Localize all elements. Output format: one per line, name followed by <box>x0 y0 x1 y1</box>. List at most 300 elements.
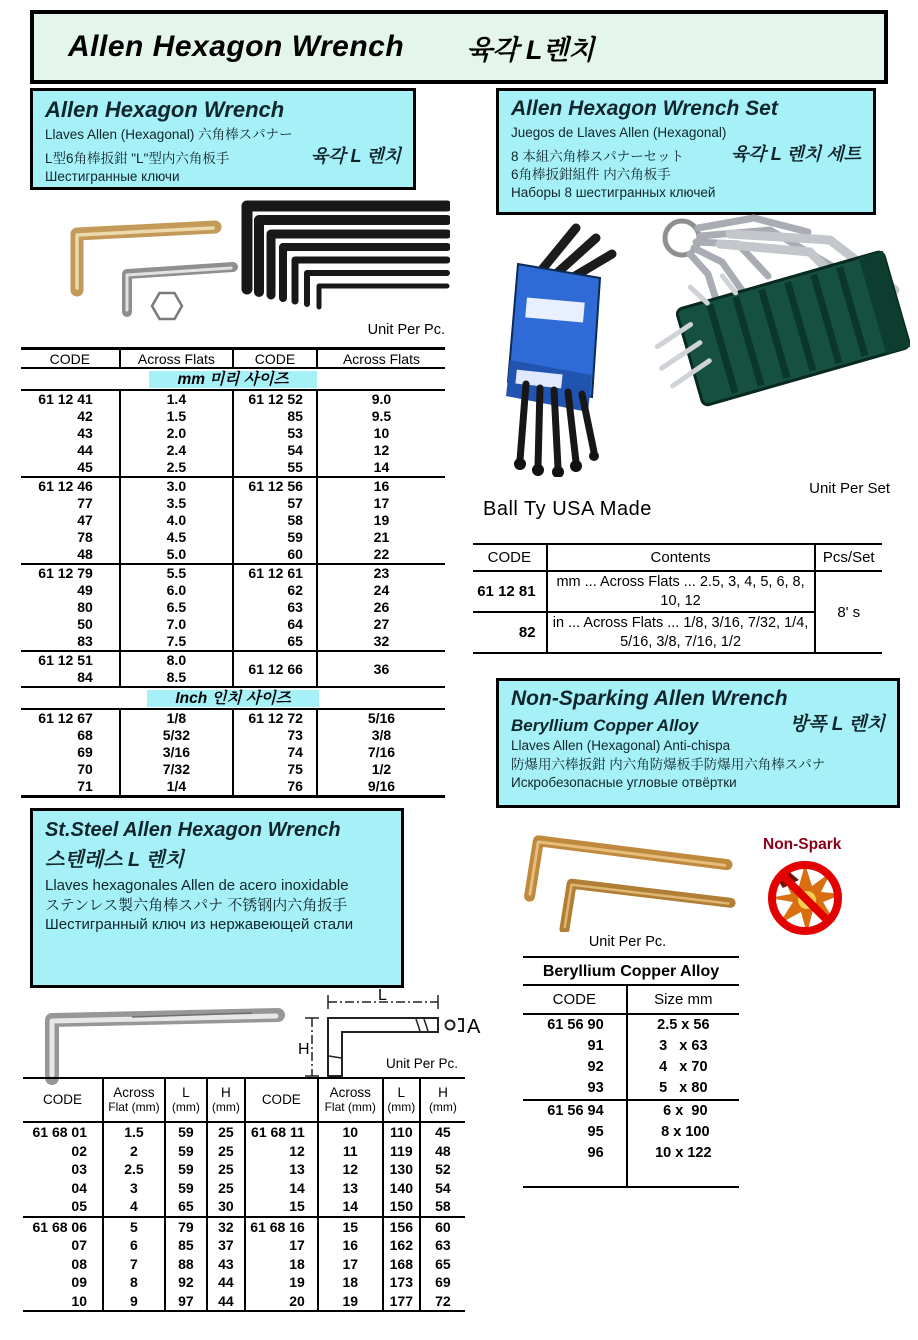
table-cell: 43 <box>77 425 93 441</box>
table-cell: 1.5 <box>120 408 233 425</box>
table-row <box>21 599 445 616</box>
table-cell: 61 12 56 <box>233 477 317 495</box>
table-cell: 168 <box>383 1255 420 1274</box>
table-cell: 49 <box>77 582 93 598</box>
table-cell: 2.4 <box>120 442 233 459</box>
table-cell: 61 12 67 <box>21 709 120 727</box>
set-korean: 육각 L 렌치 세트 <box>730 144 861 165</box>
table-row <box>523 1036 739 1057</box>
table-cell: 173 <box>383 1273 420 1292</box>
table-cell: 9.5 <box>317 408 445 425</box>
table-cell: 54 <box>420 1179 465 1198</box>
table-cell: 58 <box>420 1197 465 1217</box>
table-cell: 59 <box>233 529 317 546</box>
table-cell: 12 <box>318 1160 383 1179</box>
table-cell: mm ... Across Flats ... 2.5, 3, 4, 5, 6, 8, 10, 12 <box>547 571 815 612</box>
pouch-set-image <box>642 232 910 415</box>
table-cell: 45 <box>420 1122 465 1142</box>
beryllium-table-title: Beryllium Copper Alloy <box>523 957 739 985</box>
unit-per-set-label: Unit Per Set <box>809 480 890 497</box>
table-cell: in ... Across Flats ... 1/8, 3/16, 7/32, 1/4, 5/16, 3/8, 7/16, 1/2 <box>547 612 815 653</box>
table-cell: 10 <box>71 1292 87 1309</box>
set-title: Allen Hexagon Wrench Set <box>511 97 778 120</box>
table-cell: 3.0 <box>120 477 233 495</box>
table-cell: 1/4 <box>120 778 233 797</box>
table-cell: 61 68 16 <box>245 1217 318 1237</box>
table-cell: 14 <box>245 1179 318 1198</box>
set-line-es: Juegos de Llaves Allen (Hexagonal) <box>511 125 727 140</box>
table-caption-row <box>523 957 739 985</box>
table-row <box>23 1122 465 1142</box>
unit-per-pc-label: Unit Per Pc. <box>588 934 667 950</box>
table-cell: 61 12 81 <box>477 583 536 600</box>
table-row <box>23 1236 465 1255</box>
ststeel-title: St.Steel Allen Hexagon Wrench <box>45 819 341 841</box>
table-row <box>21 495 445 512</box>
table-row <box>21 761 445 778</box>
table-cell: 8.0 <box>120 651 233 669</box>
table-cell: 5/16 <box>317 709 445 727</box>
table-cell: 19 <box>318 1292 383 1312</box>
table-cell: 30 <box>207 1197 245 1217</box>
table-cell: 15 <box>318 1217 383 1237</box>
table-cell: 61 12 72 <box>233 709 317 727</box>
col-header: CODE <box>245 1078 318 1122</box>
table-cell: 91 <box>587 1038 604 1054</box>
table-cell: 7.0 <box>120 616 233 633</box>
table-row <box>473 571 882 612</box>
table-cell: 61 12 46 <box>21 477 120 495</box>
table-row <box>23 1273 465 1292</box>
col-header: H (mm) <box>207 1078 245 1122</box>
table-cell: 18 <box>245 1255 318 1274</box>
table-cell: 7/32 <box>120 761 233 778</box>
dim-h-label: H <box>298 1041 310 1058</box>
col-header-across-flats: Across Flats <box>120 349 233 369</box>
non-spark-icon <box>765 858 845 938</box>
table-cell: 61 56 94 <box>523 1100 627 1122</box>
table-header-row <box>23 1078 465 1122</box>
table-cell: 69 <box>77 744 93 760</box>
table-cell: 150 <box>383 1197 420 1217</box>
col-header: Across Flat (mm) <box>318 1078 383 1122</box>
table-cell: 61 12 61 <box>233 564 317 582</box>
table-cell: 32 <box>207 1217 245 1237</box>
table-cell: 65 <box>233 633 317 651</box>
table-header-row <box>473 544 882 571</box>
table-cell: 14 <box>318 1197 383 1217</box>
size-subheader-label: Inch 인치 사이즈 <box>147 690 318 707</box>
table-cell: 64 <box>233 616 317 633</box>
table-cell: 4.0 <box>120 512 233 529</box>
table-cell: 52 <box>420 1160 465 1179</box>
set-line-ja: 8 本組六角棒スパナーセット <box>511 149 684 165</box>
col-header: L (mm) <box>165 1078 207 1122</box>
table-row <box>23 1142 465 1161</box>
table-cell: 65 <box>420 1255 465 1274</box>
table-cell: 8 x 100 <box>627 1122 739 1143</box>
product-title: Allen Hexagon Wrench <box>45 97 285 122</box>
nonspark-subtitle: Beryllium Copper Alloy <box>511 715 699 735</box>
table-cell: 60 <box>420 1217 465 1237</box>
table-cell: 59 <box>165 1160 207 1179</box>
table-cell: 61 56 90 <box>523 1014 627 1036</box>
table-cell: 32 <box>317 633 445 651</box>
table-cell: 71 <box>77 778 93 794</box>
table-cell: 2.5 <box>120 459 233 477</box>
table-row <box>23 1197 465 1217</box>
ststeel-wrench-photo <box>12 990 297 1085</box>
page-header <box>30 10 888 84</box>
table-cell: 5/32 <box>120 727 233 744</box>
table-row <box>21 477 445 495</box>
table-cell: 2.5 x 56 <box>627 1014 739 1036</box>
table-cell: 70 <box>77 761 93 777</box>
table-cell: 19 <box>317 512 445 529</box>
set-line-ru: Наборы 8 шестигранных ключей <box>511 185 716 201</box>
table-row <box>523 1100 739 1122</box>
table-row <box>21 582 445 599</box>
table-cell: 17 <box>245 1236 318 1255</box>
table-cell: 59 <box>165 1122 207 1142</box>
table-cell: 48 <box>420 1142 465 1161</box>
table-cell: 61 12 52 <box>233 390 317 408</box>
table-cell: 15 <box>245 1197 318 1217</box>
hex-wrench-photo <box>15 194 450 324</box>
ststeel-korean: 스텐레스 L 렌치 <box>45 849 184 871</box>
non-spark-label: Non-Spark <box>763 836 842 853</box>
table-cell: 1.4 <box>120 390 233 408</box>
table-cell: 17 <box>318 1255 383 1274</box>
table-cell: 92 <box>165 1273 207 1292</box>
table-cell <box>627 1164 739 1187</box>
col-header-across-flats: Across Flats <box>317 349 445 369</box>
table-cell: 61 12 41 <box>21 390 120 408</box>
col-header-code: CODE <box>233 349 317 369</box>
table-cell: 5.5 <box>120 564 233 582</box>
table-row <box>23 1217 465 1237</box>
table-cell: 9.0 <box>317 390 445 408</box>
table-cell: 10 x 122 <box>627 1143 739 1164</box>
table-cell: 73 <box>233 727 317 744</box>
col-header-code: CODE <box>21 349 120 369</box>
table-row <box>21 651 445 669</box>
table-row <box>23 1179 465 1198</box>
table-cell: 08 <box>71 1255 87 1272</box>
table-row <box>21 546 445 564</box>
table-cell: 26 <box>317 599 445 616</box>
table-cell: 83 <box>77 633 93 649</box>
table-row <box>21 727 445 744</box>
unit-per-pc-label: Unit Per Pc. <box>385 1056 458 1071</box>
table-cell: 43 <box>207 1255 245 1274</box>
ball-set-image <box>506 228 612 477</box>
table-cell: 59 <box>165 1142 207 1161</box>
nonspark-line-zh-ja: 防爆用六棒扳鉗 内六角防爆板手防爆用六角棒スパナ <box>511 756 826 772</box>
table-cell: 177 <box>383 1292 420 1312</box>
table-cell: 25 <box>207 1179 245 1198</box>
col-header: CODE <box>23 1078 103 1122</box>
table-row <box>21 633 445 651</box>
table-cell: 5 <box>103 1217 165 1237</box>
table-cell: 79 <box>165 1217 207 1237</box>
table-cell: 20 <box>245 1292 318 1312</box>
table-cell: 37 <box>207 1236 245 1255</box>
table-cell: 25 <box>207 1160 245 1179</box>
table-cell <box>21 687 445 709</box>
table-cell: 3/16 <box>120 744 233 761</box>
filler-row <box>523 1164 739 1187</box>
product-line-zh: L型6角棒扳鉗 "L"型内六角板手 <box>45 151 230 167</box>
table-cell: 25 <box>207 1142 245 1161</box>
table-cell: 50 <box>77 616 93 632</box>
ststeel-info-box <box>30 808 404 988</box>
table-cell: 60 <box>233 546 317 564</box>
size-subheader-row <box>21 368 445 390</box>
table-cell: 19 <box>245 1273 318 1292</box>
table-cell: 44 <box>207 1273 245 1292</box>
table-cell: 48 <box>77 546 93 562</box>
table-cell: 110 <box>383 1122 420 1142</box>
table-cell: 3 x 63 <box>627 1036 739 1057</box>
table-row <box>21 442 445 459</box>
table-cell: 45 <box>77 459 93 475</box>
table-cell: 84 <box>77 669 93 685</box>
table-row <box>21 564 445 582</box>
table-row <box>21 408 445 425</box>
ststeel-line-ru: Шестигранный ключ из нержавеющей стали <box>45 916 354 933</box>
table-row <box>23 1160 465 1179</box>
table-row <box>21 709 445 727</box>
size-subheader-row <box>21 687 445 709</box>
table-cell: 25 <box>207 1122 245 1142</box>
col-header-code: CODE <box>523 985 627 1014</box>
ball-ty-label: Ball Ty USA Made <box>483 498 652 520</box>
table-cell: 58 <box>233 512 317 529</box>
table-row <box>21 390 445 408</box>
table-cell: 85 <box>165 1236 207 1255</box>
page-title-korean: 육각 L렌치 <box>466 34 595 65</box>
set-contents-table <box>473 543 882 654</box>
table-row <box>21 459 445 477</box>
table-cell: 80 <box>77 599 93 615</box>
table-cell: 7/16 <box>317 744 445 761</box>
wrench-set-photo <box>480 212 910 477</box>
table-row <box>523 1057 739 1078</box>
table-cell <box>523 1164 627 1187</box>
table-cell: 97 <box>165 1292 207 1312</box>
unit-per-pc-label: Unit Per Pc. <box>367 322 445 338</box>
table-cell: 47 <box>77 512 93 528</box>
table-cell: 61 68 01 <box>23 1122 103 1142</box>
table-header-row <box>523 985 739 1014</box>
table-cell: 10 <box>318 1122 383 1142</box>
table-row <box>21 616 445 633</box>
table-cell: 3 <box>103 1179 165 1198</box>
table-cell: 03 <box>71 1161 87 1177</box>
page-title: Allen Hexagon Wrench <box>68 30 405 63</box>
nonspark-title: Non-Sparking Allen Wrench <box>511 687 788 710</box>
table-cell: 6 <box>103 1236 165 1255</box>
table-cell: 6 x 90 <box>627 1100 739 1122</box>
wrench-size-table <box>21 347 445 798</box>
table-cell: 61 12 51 <box>21 651 120 669</box>
table-cell: 130 <box>383 1160 420 1179</box>
nonspark-line-ru: Искробезопасные угловые отвёртки <box>511 774 737 790</box>
table-cell: 61 12 66 <box>233 651 317 687</box>
table-row <box>23 1255 465 1274</box>
table-row <box>23 1292 465 1312</box>
table-cell: 92 <box>587 1059 604 1075</box>
table-cell: 10 <box>317 425 445 442</box>
product-line-es-ja: Llaves Allen (Hexagonal) 六角棒スパナー <box>45 127 293 142</box>
table-cell: 61 12 79 <box>21 564 120 582</box>
table-cell: 53 <box>233 425 317 442</box>
table-cell: 95 <box>587 1124 604 1140</box>
table-cell: 36 <box>317 651 445 687</box>
table-cell: 24 <box>317 582 445 599</box>
table-cell: 74 <box>233 744 317 761</box>
product-korean: 육각 L 렌치 <box>310 146 401 167</box>
table-cell: 07 <box>71 1237 87 1253</box>
table-cell: 44 <box>207 1292 245 1312</box>
table-cell: 3/8 <box>317 727 445 744</box>
table-cell: 62 <box>233 582 317 599</box>
table-cell: 54 <box>233 442 317 459</box>
table-cell: 42 <box>77 408 93 424</box>
table-cell: 4 x 70 <box>627 1057 739 1078</box>
beryllium-table <box>523 956 739 1188</box>
table-cell: 16 <box>317 477 445 495</box>
table-cell: 18 <box>318 1273 383 1292</box>
nonspark-korean: 방폭 L 렌치 <box>789 714 885 735</box>
table-cell: 78 <box>77 529 93 545</box>
table-cell: 72 <box>420 1292 465 1312</box>
table-cell: 04 <box>71 1179 87 1196</box>
table-row <box>21 512 445 529</box>
table-cell: 05 <box>71 1198 87 1214</box>
col-header-contents: Contents <box>547 544 815 571</box>
table-cell: 59 <box>165 1179 207 1198</box>
table-cell: 61 68 06 <box>23 1217 103 1237</box>
table-cell: 2.5 <box>103 1160 165 1179</box>
table-cell: 16 <box>318 1236 383 1255</box>
table-row <box>523 1122 739 1143</box>
table-cell: 14 <box>317 459 445 477</box>
table-cell: 156 <box>383 1217 420 1237</box>
table-cell: 2 <box>103 1142 165 1161</box>
table-cell: 162 <box>383 1236 420 1255</box>
col-header: H (mm) <box>420 1078 465 1122</box>
col-header: L (mm) <box>383 1078 420 1122</box>
table-cell: 63 <box>233 599 317 616</box>
table-cell: 140 <box>383 1179 420 1198</box>
table-row <box>523 1143 739 1164</box>
table-cell: 119 <box>383 1142 420 1161</box>
table-cell: 76 <box>233 778 317 797</box>
table-cell: 09 <box>71 1274 87 1290</box>
table-cell <box>21 368 445 390</box>
table-cell: 85 <box>233 408 317 425</box>
table-cell: 5.0 <box>120 546 233 564</box>
col-header-size: Size mm <box>627 985 739 1014</box>
table-cell: 23 <box>317 564 445 582</box>
table-cell: 57 <box>233 495 317 512</box>
size-subheader-label: mm 미리 사이즈 <box>149 371 316 388</box>
table-cell: 63 <box>420 1236 465 1255</box>
table-row <box>21 529 445 546</box>
table-row <box>523 1078 739 1100</box>
table-cell: 77 <box>77 495 93 511</box>
table-cell: 21 <box>317 529 445 546</box>
table-cell: 1/2 <box>317 761 445 778</box>
table-cell: 96 <box>587 1145 604 1161</box>
table-cell: 69 <box>420 1273 465 1292</box>
dim-a-label: A <box>467 1016 481 1038</box>
table-cell: 12 <box>245 1142 318 1161</box>
table-row <box>21 778 445 797</box>
table-cell: 65 <box>165 1197 207 1217</box>
col-header-code: CODE <box>473 544 547 571</box>
table-cell: 22 <box>317 546 445 564</box>
ststeel-size-table <box>23 1077 465 1312</box>
table-row <box>21 744 445 761</box>
table-cell: 88 <box>165 1255 207 1274</box>
pcs-per-set-cell: 8' s <box>815 571 883 653</box>
table-cell: 8 <box>103 1273 165 1292</box>
col-header-pcs: Pcs/Set <box>815 544 883 571</box>
set-line-zh: 6角棒扳鉗組件 内六角板手 <box>511 167 671 183</box>
table-cell: 55 <box>233 459 317 477</box>
table-cell: 6.5 <box>120 599 233 616</box>
ststeel-line-es: Llaves hexagonales Allen de acero inoxidable <box>45 877 349 894</box>
table-cell: 1/8 <box>120 709 233 727</box>
table-cell: 6.0 <box>120 582 233 599</box>
product-info-box <box>30 88 416 190</box>
table-cell: 02 <box>71 1142 87 1159</box>
table-cell: 12 <box>317 442 445 459</box>
table-cell: 8.5 <box>120 669 233 687</box>
table-cell: 3.5 <box>120 495 233 512</box>
table-cell: 4 <box>103 1197 165 1217</box>
table-cell: 13 <box>245 1160 318 1179</box>
table-cell: 75 <box>233 761 317 778</box>
table-cell: 1.5 <box>103 1122 165 1142</box>
table-cell: 9/16 <box>317 778 445 797</box>
product-line-ru: Шестигранные ключи <box>45 169 180 185</box>
table-cell: 5 x 80 <box>627 1078 739 1100</box>
copper-wrench-photo <box>505 820 745 932</box>
table-row <box>21 425 445 442</box>
table-cell: 7 <box>103 1255 165 1274</box>
col-header: Across Flat (mm) <box>103 1078 165 1122</box>
table-cell: 82 <box>473 612 547 653</box>
table-cell: 93 <box>587 1080 604 1096</box>
table-cell: 9 <box>103 1292 165 1312</box>
ststeel-line-ja-zh: ステンレス製六角棒スパナ 不锈钢内六角扳手 <box>45 896 348 914</box>
table-cell: 17 <box>317 495 445 512</box>
set-info-box <box>496 88 876 215</box>
table-cell: 68 <box>77 727 93 743</box>
table-cell: 13 <box>318 1179 383 1198</box>
table-row <box>523 1014 739 1036</box>
table-header-row <box>21 349 445 369</box>
table-cell: 7.5 <box>120 633 233 651</box>
dim-l-label: L <box>378 988 387 1004</box>
table-cell: 44 <box>77 442 93 458</box>
table-cell: 61 68 11 <box>245 1122 318 1142</box>
table-cell: 4.5 <box>120 529 233 546</box>
